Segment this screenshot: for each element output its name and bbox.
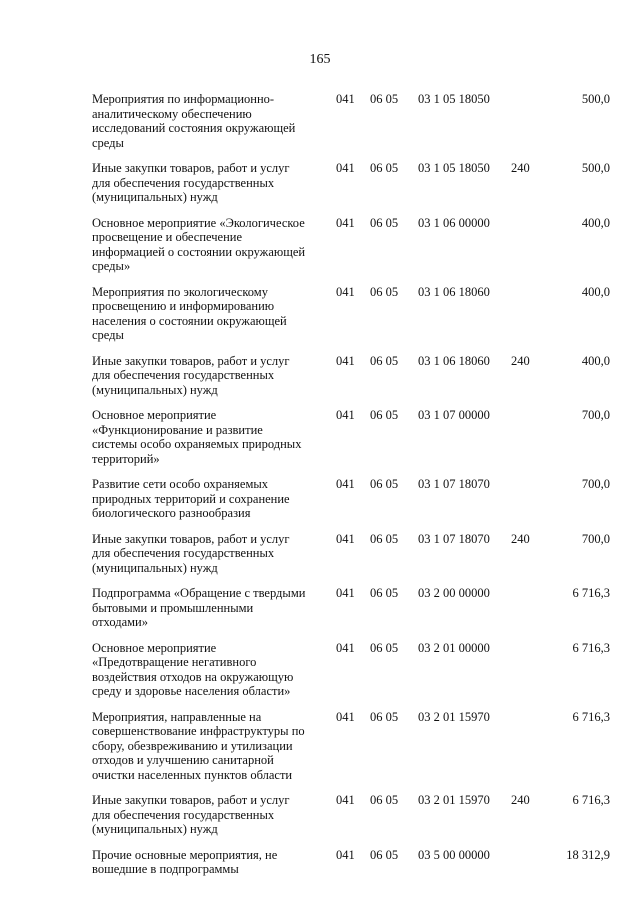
row-section-code: 06 05 [370,793,399,807]
row-admin-code: 041 [336,531,355,546]
row-expense-type: 240 [511,161,530,175]
row-section-code: 06 05 [370,847,399,862]
row-admin-code: 041 [336,586,355,600]
row-target-code: 03 1 05 18050 [418,161,490,175]
row-name: Мероприятия по экологическому просвещению и информированию населения о состоянии окружающей среды [92,284,287,342]
row-admin-code: 041 [336,477,355,491]
row-section-code: 06 05 [370,161,399,175]
row-sum: 400,0 [581,284,610,299]
row-target-code: 03 1 07 18070 [418,531,490,546]
row-name: Основное мероприятие «Предотвращение негативного воздействия отходов на окружающую среду и здоровье населения области» [92,640,294,698]
row-target-code: 03 1 07 18070 [418,477,490,491]
table-row [0,408,640,466]
row-sum: 6 716,3 [572,709,610,724]
row-target-code: 03 1 07 00000 [418,408,490,422]
table-row [0,285,640,343]
row-sum: 6 716,3 [572,586,610,600]
row-expense-type: 240 [511,353,530,368]
row-name: Мероприятия по информационно-аналитическому обеспечению исследований состояния окружающей среды [92,92,296,150]
row-admin-code: 041 [336,353,355,368]
row-sum: 6 716,3 [572,640,610,655]
row-expense-type: 240 [511,531,530,546]
row-section-code: 06 05 [370,586,399,600]
table-row [0,848,640,877]
row-name: Подпрограмма «Обращение с твердыми бытовыми и промышленными отходами» [92,586,306,629]
row-target-code: 03 2 01 15970 [418,709,490,724]
table-row [0,216,640,274]
row-name: Развитие сети особо охраняемых природных территорий и сохранение биологического разнообразия [92,477,290,520]
row-target-code: 03 1 06 18060 [418,284,490,299]
row-section-code: 06 05 [370,408,399,422]
page-number: 165 [309,52,331,67]
table-row [0,586,640,630]
table-row [0,354,640,398]
row-admin-code: 041 [336,92,355,106]
table-row [0,641,640,699]
row-section-code: 06 05 [370,215,399,230]
table-row [0,710,640,783]
row-target-code: 03 5 00 00000 [418,847,490,862]
row-target-code: 03 1 06 00000 [418,215,490,230]
table-row [0,477,640,521]
row-section-code: 06 05 [370,640,399,655]
row-section-code: 06 05 [370,353,399,368]
table-row [0,532,640,576]
row-section-code: 06 05 [370,709,399,724]
row-sum: 400,0 [581,215,610,230]
row-admin-code: 041 [336,408,355,422]
row-section-code: 06 05 [370,92,399,106]
row-name: Прочие основные мероприятия, не вошедшие в подпрограммы [92,847,278,876]
row-admin-code: 041 [336,709,355,724]
table-row [0,92,640,150]
row-sum: 500,0 [581,92,610,106]
row-name: Основное мероприятие «Функционирование и развитие системы особо охраняемых природных территорий» [92,408,302,466]
row-sum: 700,0 [581,408,610,422]
row-section-code: 06 05 [370,284,399,299]
row-expense-type: 240 [511,793,530,807]
table-row [0,793,640,837]
row-target-code: 03 2 00 00000 [418,586,490,600]
row-admin-code: 041 [336,640,355,655]
row-name: Иные закупки товаров, работ и услуг для обеспечения государственных (муниципальных) нужд [92,161,290,204]
row-admin-code: 041 [336,847,355,862]
row-admin-code: 041 [336,793,355,807]
row-admin-code: 041 [336,215,355,230]
row-name: Иные закупки товаров, работ и услуг для обеспечения государственных (муниципальных) нужд [92,531,290,575]
row-sum: 6 716,3 [572,793,610,807]
row-sum: 18 312,9 [566,847,610,862]
row-sum: 500,0 [581,161,610,175]
row-name: Основное мероприятие «Экологическое просвещение и обеспечение информацией о состоянии окружающей среды» [92,215,306,273]
row-admin-code: 041 [336,284,355,299]
row-target-code: 03 2 01 15970 [418,793,490,807]
budget-table [0,92,640,877]
row-section-code: 06 05 [370,531,399,546]
row-target-code: 03 1 06 18060 [418,353,490,368]
table-row [0,161,640,205]
row-admin-code: 041 [336,161,355,175]
row-name: Иные закупки товаров, работ и услуг для обеспечения государственных (муниципальных) нужд [92,793,290,836]
row-section-code: 06 05 [370,477,399,491]
row-sum: 700,0 [581,531,610,546]
row-sum: 400,0 [581,353,610,368]
row-target-code: 03 1 05 18050 [418,92,490,106]
row-name: Иные закупки товаров, работ и услуг для обеспечения государственных (муниципальных) нужд [92,353,290,397]
row-sum: 700,0 [581,477,610,491]
row-target-code: 03 2 01 00000 [418,640,490,655]
row-name: Мероприятия, направленные на совершенствование инфраструктуры по сбору, обезвреживанию и утилизации отходов и улучшению санитарной очистки населенных пунктов области [92,709,305,782]
